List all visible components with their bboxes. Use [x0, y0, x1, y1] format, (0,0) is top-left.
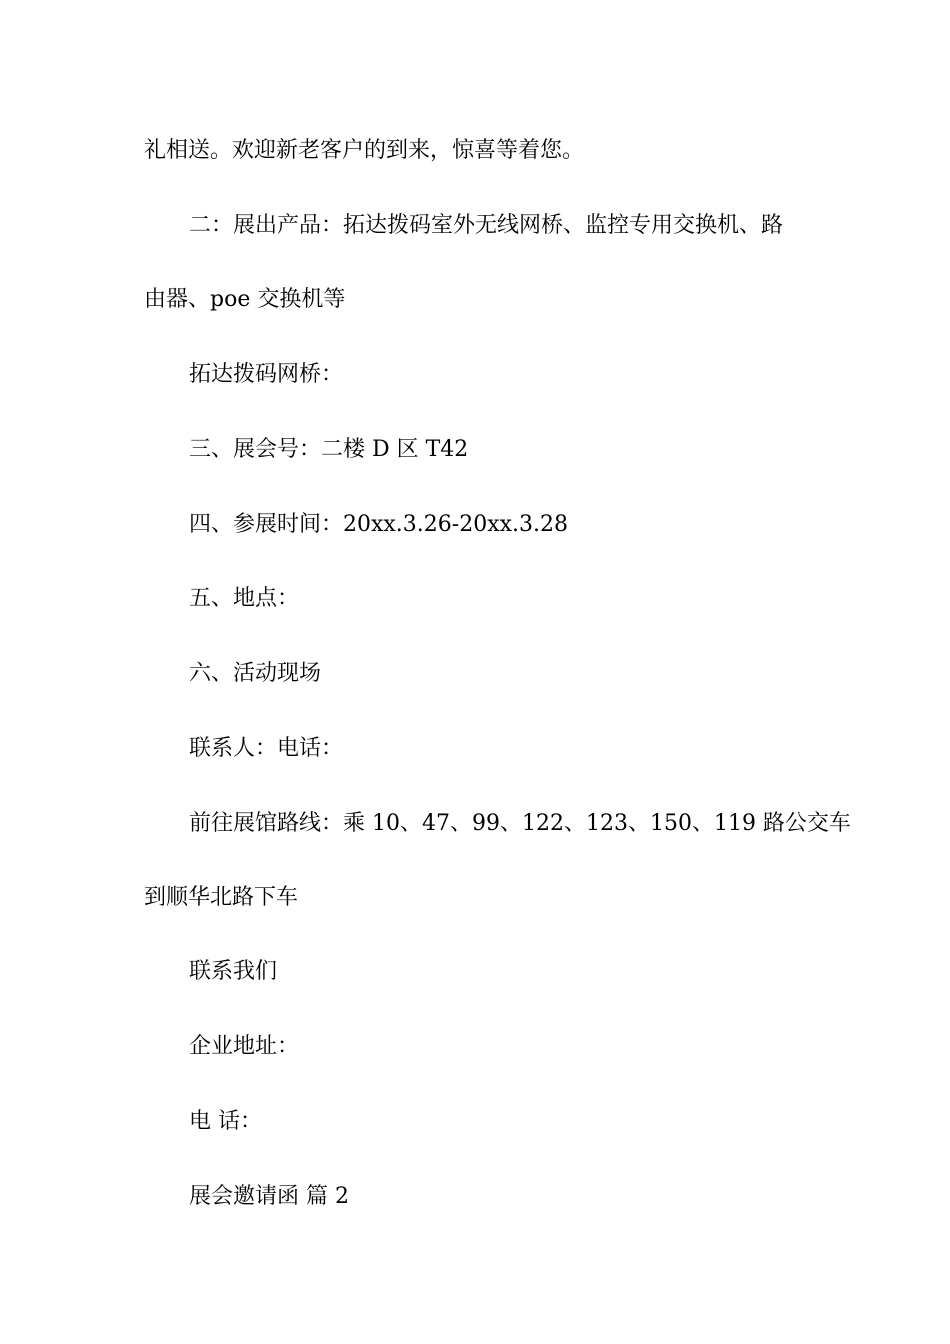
paragraph-line-9: 联系人：电话： [189, 736, 344, 761]
paragraph-line-5: 三、展会号：二楼 D 区 T42 [189, 437, 469, 462]
paragraph-line-6: 四、参展时间：20xx.3.26-20xx.3.28 [189, 512, 569, 537]
paragraph-line-2: 二：展出产品：拓达拨码室外无线网桥、监控专用交换机、路 [189, 213, 784, 238]
paragraph-line-11: 到顺华北路下车 [144, 885, 299, 910]
paragraph-line-3: 由器、poe 交换机等 [144, 287, 346, 312]
paragraph-line-8: 六、活动现场 [189, 661, 322, 686]
paragraph-line-1: 礼相送。欢迎新老客户的到来，惊喜等着您。 [144, 138, 585, 163]
paragraph-line-4: 拓达拨码网桥： [189, 362, 344, 387]
paragraph-line-14: 电 话： [189, 1109, 262, 1134]
paragraph-line-10: 前往展馆路线：乘 10、47、99、122、123、150、119 路公交车 [189, 811, 851, 836]
paragraph-line-13: 企业地址： [189, 1034, 300, 1059]
section-heading: 展会邀请函 篇 2 [189, 1184, 349, 1209]
paragraph-line-12: 联系我们 [189, 959, 278, 984]
paragraph-line-7: 五、地点： [189, 586, 300, 611]
